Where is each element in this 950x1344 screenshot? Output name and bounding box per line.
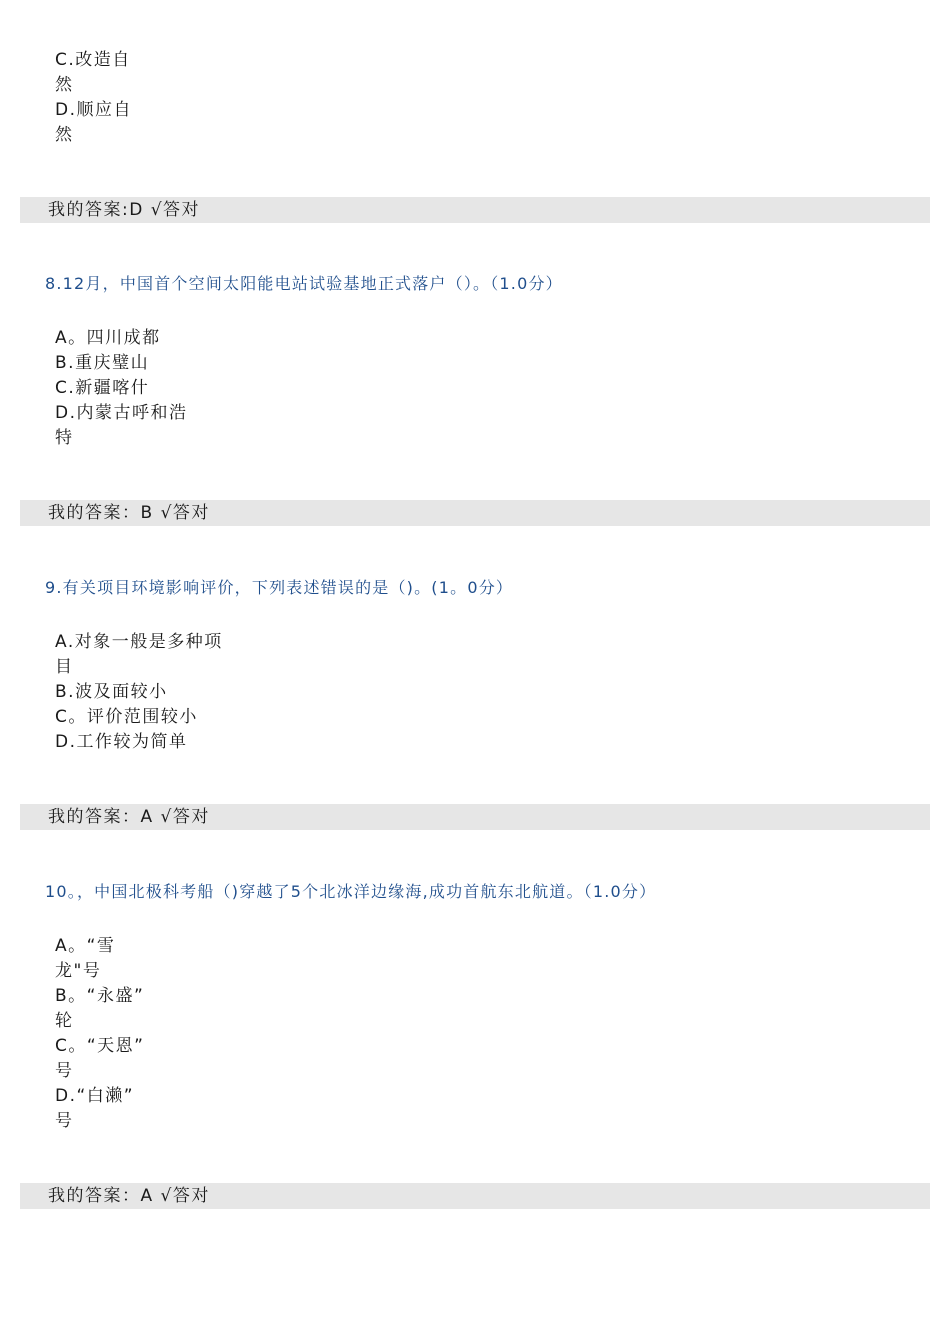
option-line: C。评价范围较小 (55, 707, 198, 727)
option-line: 特 (55, 428, 74, 448)
option-line: D.工作较为简单 (55, 732, 188, 752)
option-line: 然 (55, 75, 74, 95)
answer-bar (20, 804, 930, 830)
my-answer: 我的答案:D √答对 (48, 200, 201, 220)
question-stem: 8.12月，中国首个空间太阳能电站试验基地正式落户（）。（1.0分） (45, 274, 563, 293)
option-line: C.新疆喀什 (55, 378, 150, 398)
option-line: D.内蒙古呼和浩 (55, 403, 188, 423)
option-line: B。“永盛” (55, 986, 145, 1006)
option-line: 号 (55, 1061, 74, 1081)
option-line: D.“白濑” (55, 1086, 135, 1106)
option-line: B.重庆璧山 (55, 353, 150, 373)
option-line: B.波及面较小 (55, 682, 168, 702)
question-stem: 10。，中国北极科考船（)穿越了5个北冰洋边缘海,成功首航东北航道。（1.0分） (45, 882, 657, 901)
answer-bar (20, 1183, 930, 1209)
my-answer: 我的答案：A √答对 (48, 1186, 210, 1206)
option-line: C。“天恩” (55, 1036, 145, 1056)
option-line: D.顺应自 (55, 100, 132, 120)
option-line: C.改造自 (55, 50, 131, 70)
option-line: 轮 (55, 1011, 74, 1031)
option-line: A.对象一般是多种项 (55, 632, 223, 652)
answer-bar (20, 197, 930, 223)
option-line: A。“雪 (55, 936, 116, 956)
option-line: 目 (55, 657, 74, 677)
option-line: A。四川成都 (55, 328, 161, 348)
option-line: 号 (55, 1111, 74, 1131)
my-answer: 我的答案：B √答对 (48, 503, 210, 523)
my-answer: 我的答案：A √答对 (48, 807, 210, 827)
question-stem: 9.有关项目环境影响评价，下列表述错误的是（)。(1。0分） (45, 578, 514, 597)
option-line: 然 (55, 125, 74, 145)
option-line: 龙"号 (55, 961, 102, 981)
answer-bar (20, 500, 930, 526)
